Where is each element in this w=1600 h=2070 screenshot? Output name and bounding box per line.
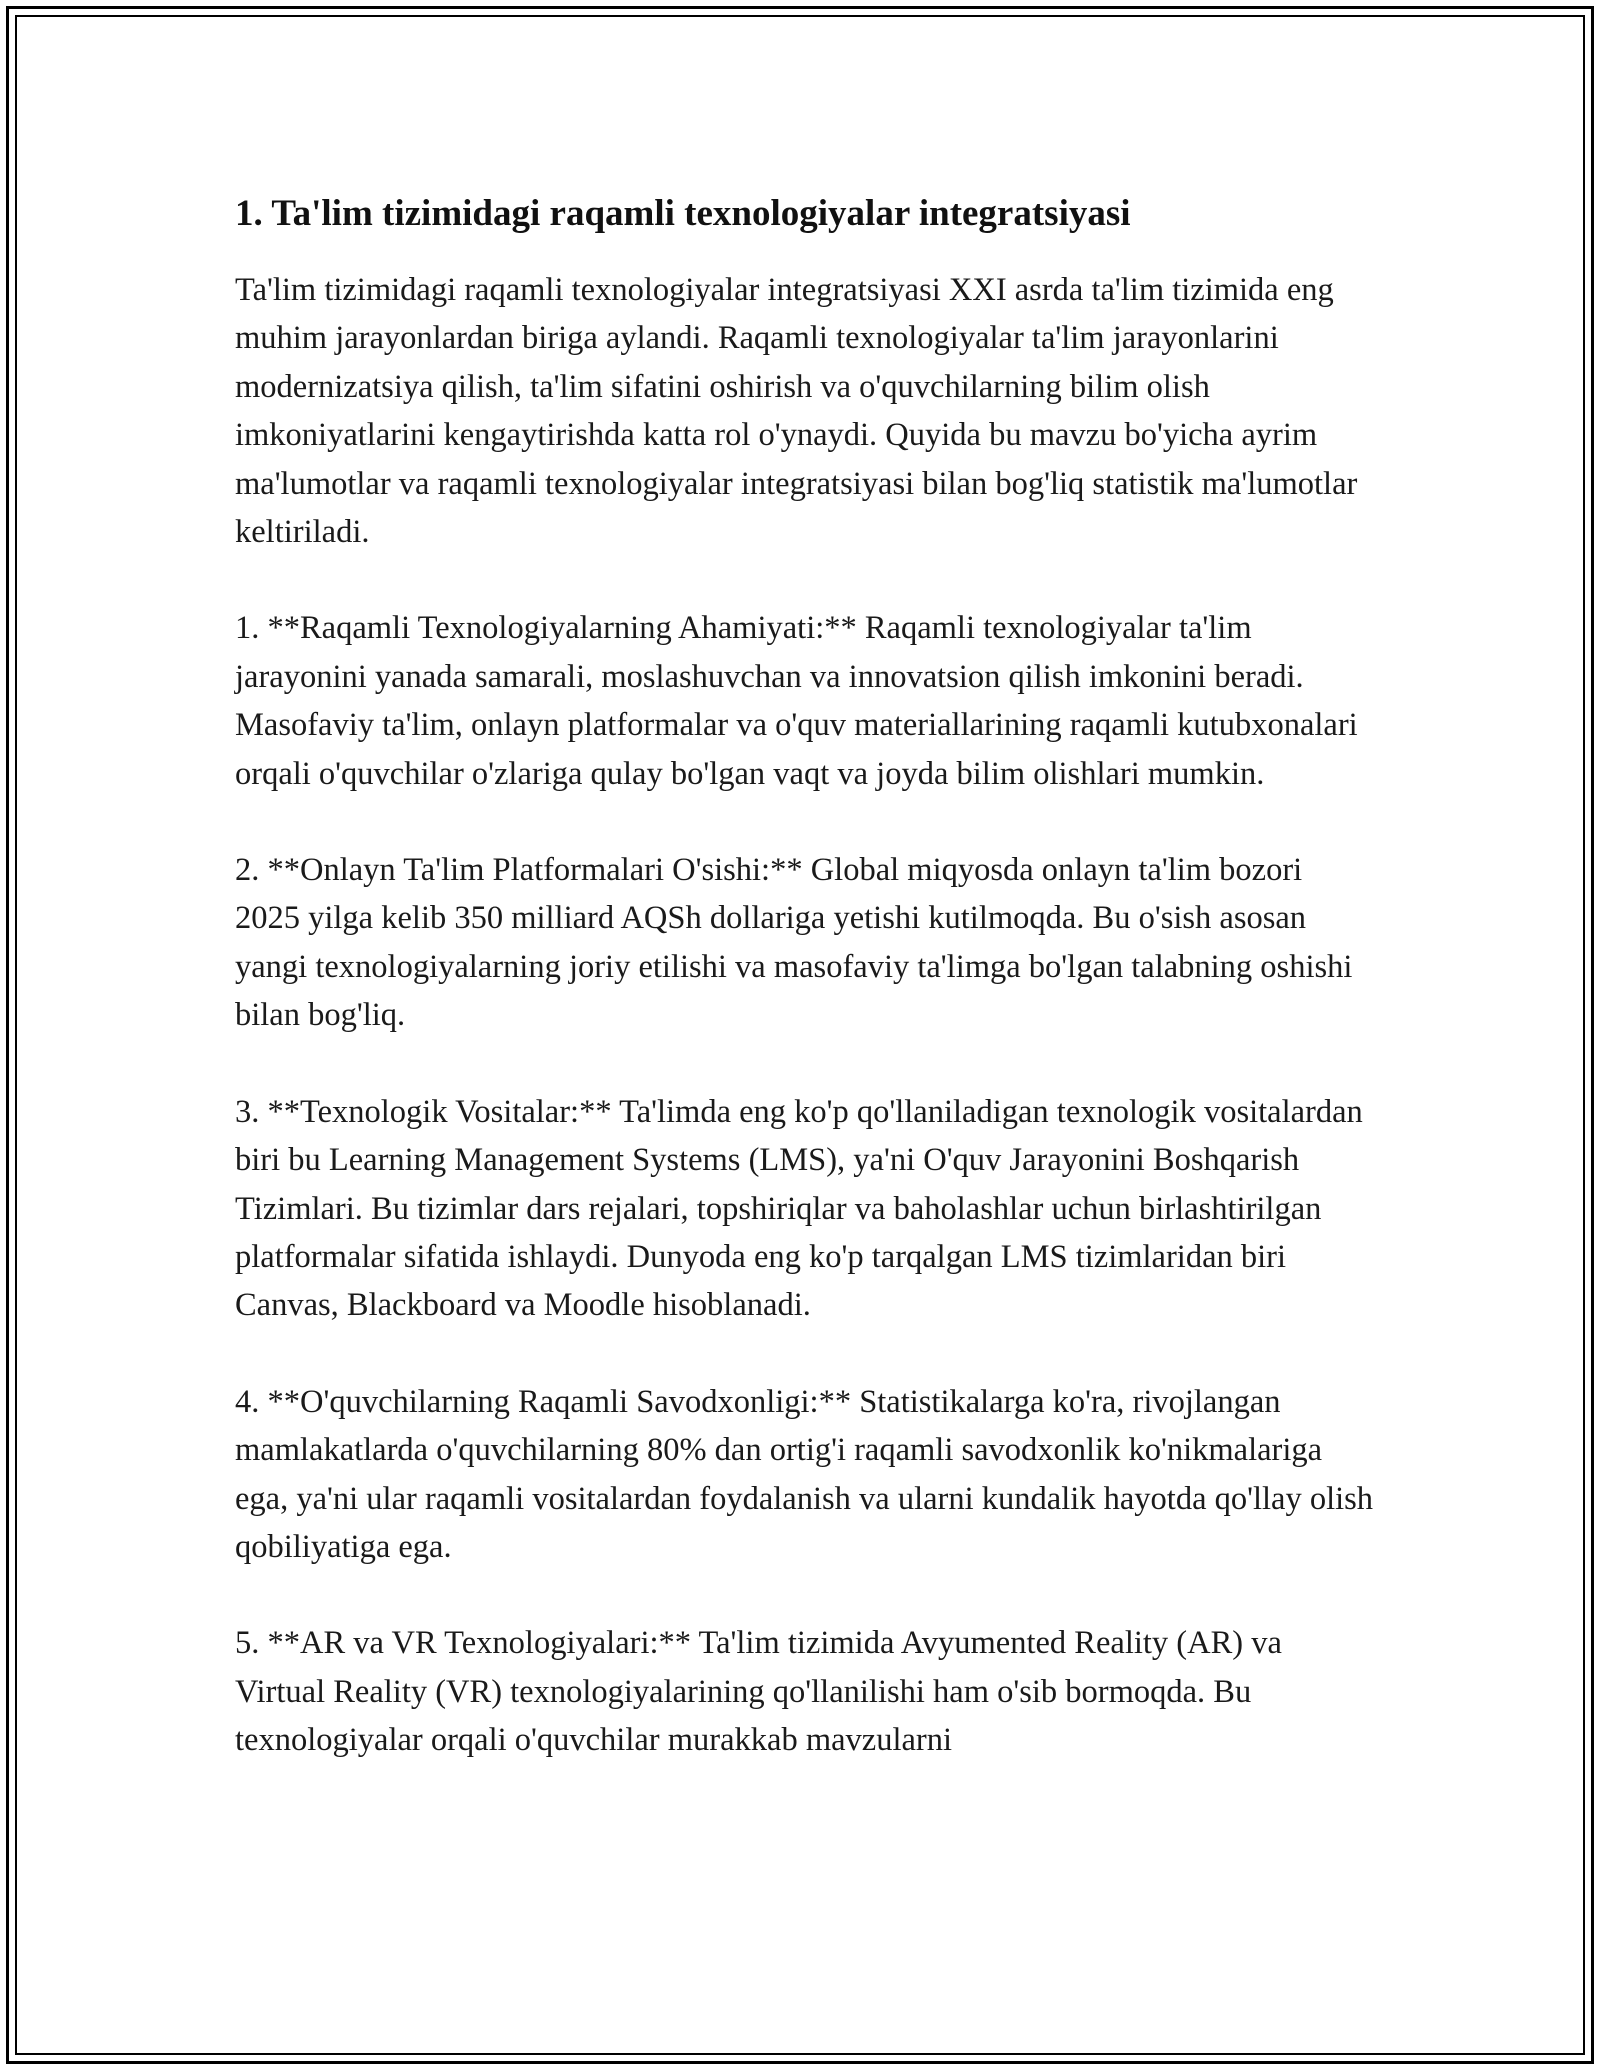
list-item-2-paragraph: 2. **Onlayn Ta'lim Platformalari O'sishi:** Global miqyosda onlayn ta'lim bozori 2025 yilga kelib 350 milliard AQSh dollariga yetishi kutilmoqda. Bu o'sish asosan yangi texnologiyalarning joriy etilishi va masofaviy ta'limga bo'lgan talabning oshishi bilan bog'liq. xyxy=(235,852,1353,1034)
section-heading: 1. Ta'lim tizimidagi raqamli texnologiyalar integratsiyasi xyxy=(235,193,1131,234)
document-body xyxy=(235,190,1375,1813)
list-item-5-paragraph: 5. **AR va VR Texnologiyalari:** Ta'lim tizimida Avyumented Reality (AR) va Virtual Reality (VR) texnologiyalarining qo'llanilishi ham o'sib bormoqda. Bu texnologiyalar orqali o'quvchilar murakkab mavzularni xyxy=(235,1625,1282,1759)
list-item-3-paragraph: 3. **Texnologik Vositalar:** Ta'limda eng ko'p qo'llaniladigan texnologik vositalardan biri bu Learning Management Systems (LMS), ya'ni O'quv Jarayonini Boshqarish Tizimlari. Bu tizimlar dars rejalari, topshiriqlar va baholashlar uchun birlashtirilgan platformalar sifatida ishlaydi. Dunyoda eng ko'p tarqalgan LMS tizimlaridan biri Canvas, Blackboard va Moodle hisoblanadi. xyxy=(235,1093,1363,1324)
list-item-4-paragraph: 4. **O'quvchilarning Raqamli Savodxonligi:** Statistikalarga ko'ra, rivojlangan mamlakatlarda o'quvchilarning 80% dan ortig'i raqamli savodxonlik ko'nikmalariga ega, ya'ni ular raqamli vositalardan foydalanish va ularni kundalik hayotda qo'llay olish qobiliyatiga ega. xyxy=(235,1383,1374,1565)
intro-paragraph: Ta'lim tizimidagi raqamli texnologiyalar integratsiyasi XXI asrda ta'lim tizimida eng muhim jarayonlardan biriga aylandi. Raqamli texnologiyalar ta'lim jarayonlarini modernizatsiya qilish, ta'lim sifatini oshirish va o'quvchilarning bilim olish imkoniyatlarini kengaytirishda katta rol o'ynaydi. Quyida bu mavzu bo'yicha ayrim ma'lumotlar va raqamli texnologiyalar integratsiyasi bilan bog'liq statistik ma'lumotlar keltiriladi. xyxy=(235,272,1358,551)
list-item-1-paragraph: 1. **Raqamli Texnologiyalarning Ahamiyati:** Raqamli texnologiyalar ta'lim jarayonini yanada samarali, moslashuvchan va innovatsion qilish imkonini beradi. Masofaviy ta'lim, onlayn platformalar va o'quv materiallarining raqamli kutubxonalari orqali o'quvchilar o'zlariga qulay bo'lgan vaqt va joyda bilim olishlari mumkin. xyxy=(235,610,1358,792)
